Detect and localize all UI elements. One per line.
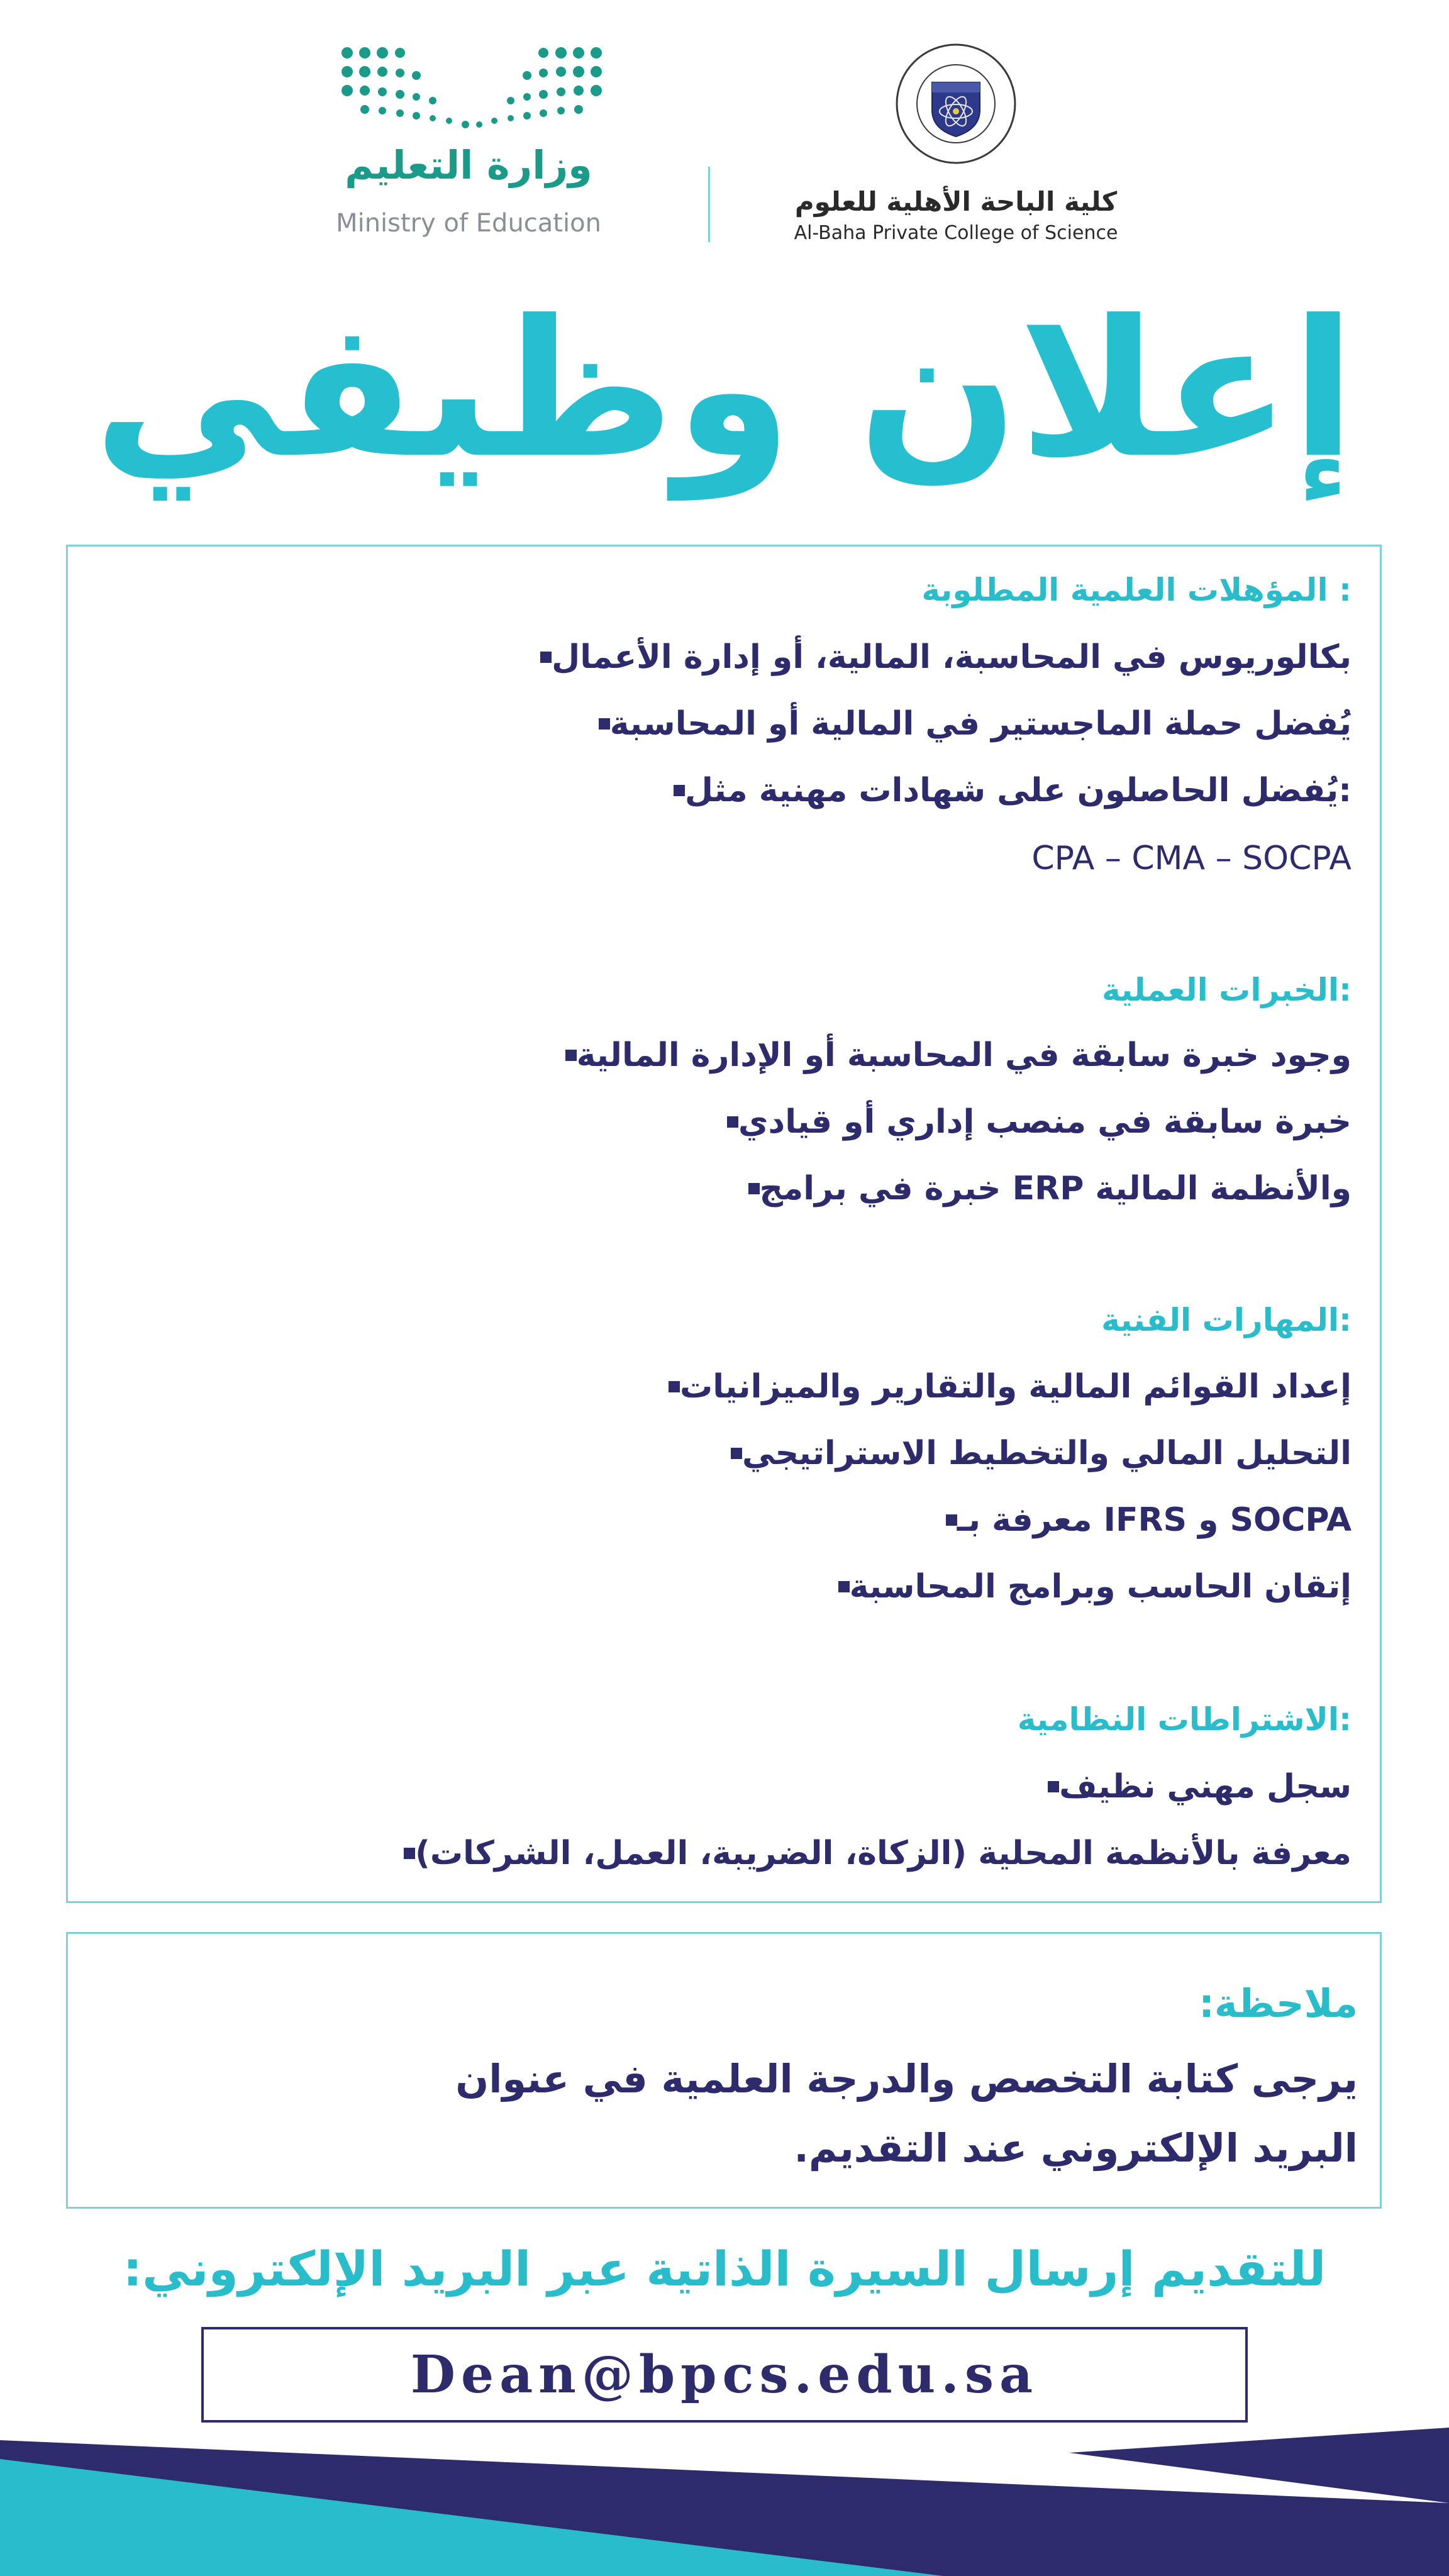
header-divider [708,167,710,242]
list-item-text: إعداد القوائم المالية والتقارير والميزانيات [680,1368,1352,1406]
bullet-icon [1048,1781,1059,1792]
ministry-name-arabic: وزارة التعليم [345,142,592,188]
requirements-box [66,545,1382,1903]
bullet-icon [669,1381,680,1392]
page-title: إعلان وظيفي [93,280,1356,499]
ministry-dots-logo-icon [340,44,604,132]
experience-heading: الخبرات العملية: [1101,972,1352,1008]
list-item-text: خبرة في برامج ERP والأنظمة المالية [759,1170,1352,1208]
bullet-icon [727,1116,738,1128]
footer-decoration [0,2428,1449,2576]
note-title: ملاحظة: [1199,1980,1358,2026]
ministry-name-english: Ministry of Education [336,209,601,238]
bullet-icon [565,1050,577,1061]
certifications-line: CPA – CMA – SOCPA [1031,840,1352,877]
email-box [201,2327,1248,2423]
list-item [655,1368,1352,1406]
list-item-text: يُفضل حملة الماجستير في المالية أو المحاسبة [609,705,1352,743]
requirements-heading: الاشتراطات النظامية: [1017,1701,1352,1738]
bullet-icon [404,1848,415,1859]
list-item [713,1103,1352,1141]
list-item [526,638,1352,676]
skills-heading: المهارات الفنية: [1101,1302,1352,1338]
bullet-icon [731,1448,742,1459]
list-item-text: بكالوريوس في المحاسبة، المالية، أو إدارة الأعمال [552,638,1352,676]
note-line-1: يرجى كتابة التخصص والدرجة العلمية في عنوان [455,2056,1358,2102]
list-item [932,1501,1352,1539]
bullet-icon [946,1514,957,1526]
list-item-text: إتقان الحاسب وبرامج المحاسبة [849,1568,1352,1606]
list-item [735,1170,1352,1208]
list-item [660,774,1352,807]
list-item [1034,1768,1352,1806]
list-item [390,1837,1352,1870]
bullet-icon [674,785,685,796]
list-item [585,705,1352,743]
qualifications-heading: المؤهلات العلمية المطلوبة : [921,572,1352,608]
apply-instructions: للتقديم إرسال السيرة الذاتية عبر البريد الإلكتروني: [123,2241,1326,2297]
bullet-icon [599,718,610,730]
college-name-english: Al-Baha Private College of Science [794,222,1118,244]
note-box [66,1932,1382,2209]
list-item-text: يُفضل الحاصلون على شهادات مهنية مثل: [684,772,1352,809]
bullet-icon [540,652,552,663]
bullet-icon [748,1183,760,1194]
list-item-text: معرفة بالأنظمة المحلية (الزكاة، الضريبة، العمل، الشركات) [415,1835,1352,1872]
list-item-text: معرفة بـ IFRS و SOCPA [957,1501,1352,1539]
bullet-icon [838,1581,850,1592]
list-item-text: وجود خبرة سابقة في المحاسبة أو الإدارة المالية [576,1036,1352,1074]
college-name-arabic: كلية الباحة الأهلية للعلوم [794,186,1118,217]
list-item [717,1437,1352,1470]
list-item [824,1568,1352,1606]
list-item [552,1036,1352,1074]
list-item-text: خبرة سابقة في منصب إداري أو قيادي [738,1103,1352,1141]
email-link[interactable]: Dean@bpcs.edu.sa [410,2345,1039,2405]
list-item-text: سجل مهني نظيف [1059,1768,1352,1806]
college-seal-icon [893,41,1019,167]
list-item-text: التحليل المالي والتخطيط الاستراتيجي [742,1435,1352,1472]
note-line-2: البريد الإلكتروني عند التقديم. [794,2125,1358,2171]
